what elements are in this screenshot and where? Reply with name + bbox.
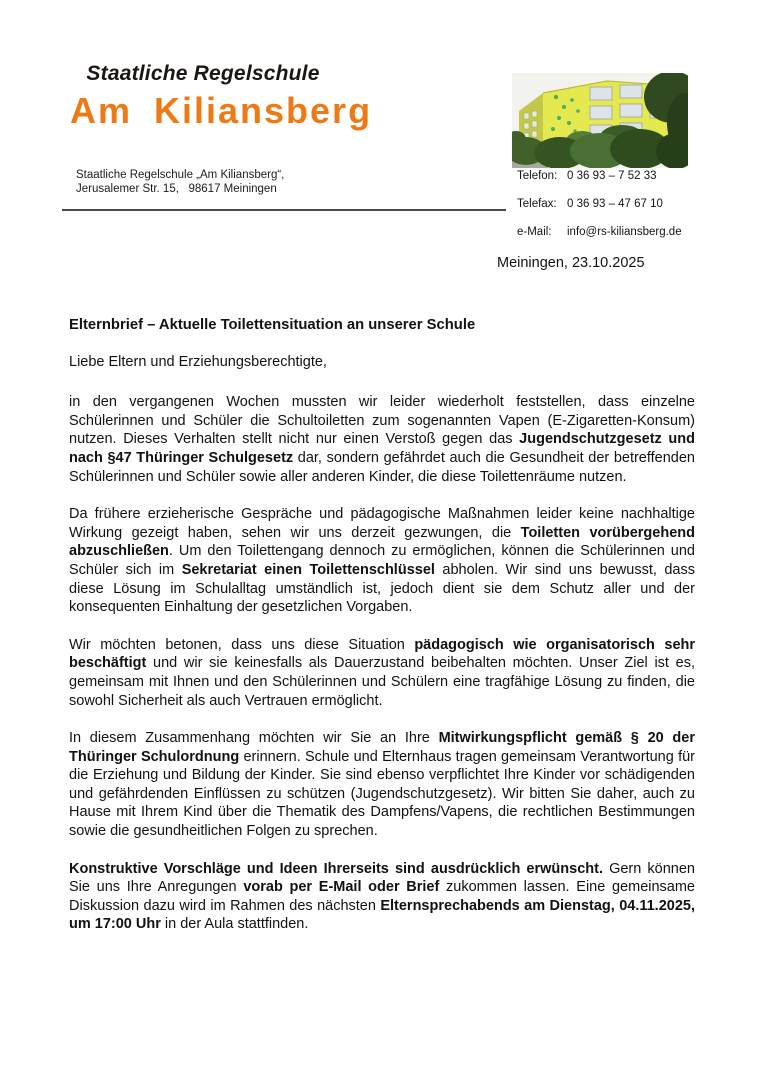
fax-label: Telefax: [517,198,557,210]
letter-paragraph [69,860,695,934]
fax-value: 0 36 93 – 47 67 10 [567,198,663,210]
text-run: in den vergangenen Wochen mussten wir leider wiederholt feststellen, dass einzelne Schülerinnen und Schüler die Schultoiletten zum sogenannten Vapen (E-Zigaretten-Konsum) nutzen. Dieses Verhalten stellt nicht nur einen Verstoß gegen das [69,394,695,448]
email-value: info@rs-kiliansberg.de [567,226,682,238]
salutation: Liebe Eltern und Erziehungsberechtigte, [69,353,327,370]
contact-row-phone [517,169,682,183]
subject-line: Elternbrief – Aktuelle Toilettensituation an unserer Schule [69,317,476,333]
bold-text-run: Sekretariat einen Toilettenschlüssel [181,561,435,578]
letter-paragraph [69,393,695,486]
bold-text-run: Elternsprechabends am Dienstag, 04.11.2025, um 17:00 Uhr [69,897,696,933]
bold-text-run: Konstruktive Vorschläge und Ideen Ihrerseits sind ausdrücklich erwünscht. [69,860,603,877]
text-run: abholen. Wir sind uns bewusst, dass diese Lösung im Schulalltag umständlich ist, jedoch dient sie dem Schutz aller und der konsequenten Einhaltung der gesetzlichen Vorgaben. [69,561,695,616]
phone-label: Telefon: [517,170,558,182]
text-run: in der Aula stattfinden. [160,916,309,933]
letter-paragraph [69,636,695,710]
school-building-photo [512,73,688,168]
email-label: e-Mail: [517,226,552,238]
sender-address-line2: Jerusalemer Str. 15, 98617 Meiningen [76,183,277,195]
text-run: dar, sondern gefährdet auch die Gesundheit der betreffenden Schülerinnen und Schüler sowie aller anderen Kinder, die diese Toilettenräume nutzen. [69,449,695,485]
letterhead-divider [62,209,506,211]
bold-text-run: Mitwirkungspflicht gemäß § 20 der Thüringer Schulordnung [69,730,695,765]
text-run: Gern können Sie uns Ihre Anregungen [69,860,695,896]
date-line: Meiningen, 23.10.2025 [497,255,645,271]
text-run: zukommen lassen. Eine gemeinsame Diskussion dazu wird im Rahmen des nächsten [69,879,696,914]
text-run: . Um den Toilettengang dennoch zu ermöglichen, können die Schülerinnen und Schüler sich im [69,543,695,578]
letter-body-block [69,316,695,934]
school-type-title: Staatliche Regelschule [86,62,320,85]
sender-address [76,168,284,196]
bold-text-run: pädagogisch wie organisatorisch sehr beschäftigt [69,636,696,672]
sender-address-line1: Staatliche Regelschule „Am Kiliansberg“, [76,169,285,181]
contact-block [517,169,682,253]
text-run: Da frühere erzieherische Gespräche und pädagogische Maßnahmen leider keine nachhaltige Wirkung gezeigt haben, sehen wir uns derzeit gezwungen, die [69,506,695,541]
school-name-title: Am Kiliansberg [70,90,373,131]
letter-body [69,393,695,934]
text-run: Wir möchten betonen, dass uns diese Situation [69,636,415,653]
bold-text-run: Toiletten vorübergehend abzuschließen [69,524,695,560]
phone-value: 0 36 93 – 7 52 33 [567,170,657,182]
text-run: und wir sie keinesfalls als Dauerzustand beibehalten möchten. Unser Ziel ist es, gemeinsam mit Ihnen und den Schülerinnen und Schülern eine tragfähige Lösung zu finden, die sowohl Sicherheit als auch Vertrauen ermöglicht. [69,655,695,709]
letter-paragraph [69,505,695,617]
letter-paragraph [69,729,695,841]
bold-text-run: Jugendschutzgesetz und nach §47 Thüringer Schulgesetz [69,431,695,466]
contact-row-fax [517,197,682,211]
text-run: erinnern. Schule und Elternhaus tragen gemeinsam Verantwortung für die Erziehung und Bildung der Kinder. Sie sind ebenso verpflichtet Ihre Kinder vor schädigenden und gefährdenden Einflüssen zu schützen (Jugendschutzgesetz). Wir bitten Sie daher, auch zu Hause mit Ihrem Kind über die Thematik des Dampfens/Vapens, die rechtlichen Bestimmungen sowie die gesundheitlichen Folgen zu sprechen. [69,748,695,840]
text-run: In diesem Zusammenhang möchten wir Sie an Ihre [69,730,439,747]
bold-text-run: vorab per E-Mail oder Brief [243,879,440,896]
contact-row-email [517,225,682,239]
